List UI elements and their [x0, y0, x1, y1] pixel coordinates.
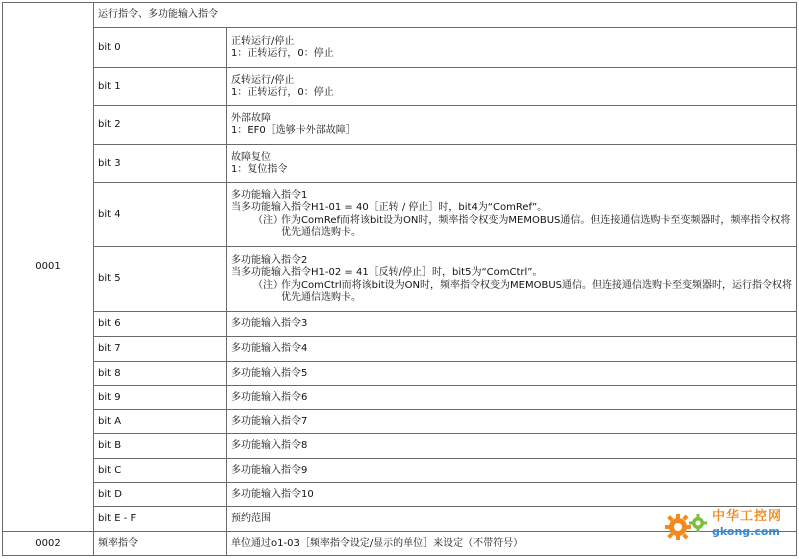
watermark-title: 中华工控网	[712, 509, 783, 524]
register-address-0002: 0002	[3, 532, 94, 556]
description-line: 预约范围	[231, 513, 271, 524]
bit-description-cell	[227, 434, 797, 459]
gear-icon	[660, 501, 712, 553]
bit-description-cell	[227, 68, 797, 106]
description-line: 多功能输入指令10	[231, 488, 314, 500]
table-row	[3, 28, 797, 68]
bit-description-cell	[227, 337, 797, 362]
register-name-0002: 频率指令	[94, 532, 227, 556]
watermark-site: gkong.com	[712, 525, 780, 538]
description-line: 故障复位	[231, 151, 271, 163]
description-line: 正转运行/停止	[231, 35, 295, 47]
description-line: 1：正转运行，0：停止	[231, 86, 334, 98]
bit-label-cell: bit 5	[94, 247, 227, 312]
bit-description-cell	[227, 459, 797, 483]
bit-label-cell: bit A	[94, 410, 227, 434]
bit-label-cell: bit 1	[94, 68, 227, 106]
table-row	[3, 183, 797, 247]
description-line: 多功能输入指令2	[231, 254, 308, 266]
description-line: 1：复位指令	[231, 163, 288, 175]
bit-label-cell: bit D	[94, 483, 227, 507]
table-row	[3, 337, 797, 362]
description-line: 1：EF0［选够卡外部故障］	[231, 125, 356, 136]
description-line: 多功能输入指令4	[231, 343, 308, 354]
bit-label-cell: bit 4	[94, 183, 227, 247]
bit-description-cell	[227, 28, 797, 68]
register-table	[2, 2, 797, 556]
bit-label-cell: bit 6	[94, 312, 227, 337]
bit-label-cell: bit 2	[94, 106, 227, 145]
bit-description-cell	[227, 312, 797, 337]
bit-description-cell	[227, 183, 797, 247]
description-line: 多功能输入指令6	[231, 391, 308, 403]
table-row	[3, 106, 797, 145]
description-line: 多功能输入指令3	[231, 318, 308, 329]
register-desc-0002: 单位通过o1-03［频率指令设定/显示的单位］来设定（不带符号）	[227, 532, 797, 556]
table-row	[3, 312, 797, 337]
description-line: 多功能输入指令8	[231, 440, 308, 451]
note-tag: （注）	[253, 215, 283, 226]
description-line: 当多功能输入指令H1-01 = 40［正转 / 停止］时，bit4为“ComRef”。	[231, 202, 548, 213]
register-header-cell: 运行指令、多功能输入指令	[94, 3, 797, 28]
note-text: 作为ComRef而将该bit设为ON时，频率指令权变为MEMOBUS通信。但连接通信选购卡至变频器时，频率指令权将优先通信选购卡。	[281, 215, 791, 238]
bit-label-cell: bit B	[94, 434, 227, 459]
table-row	[3, 459, 797, 483]
table-row	[3, 68, 797, 106]
bit-label-cell: bit C	[94, 459, 227, 483]
bit-label-cell: bit 9	[94, 386, 227, 410]
bit-label-cell: bit 8	[94, 362, 227, 386]
bit-label-cell: bit 0	[94, 28, 227, 68]
table-row	[3, 434, 797, 459]
bit-description-cell	[227, 247, 797, 312]
bit-description-cell	[227, 106, 797, 145]
note-block	[231, 215, 792, 239]
description-line: 1：正转运行，0：停止	[231, 47, 334, 59]
description-line: 多功能输入指令7	[231, 415, 308, 427]
note-block	[231, 280, 792, 304]
description-line: 反转运行/停止	[231, 74, 295, 86]
description-line: 外部故障	[231, 113, 271, 124]
note-text: 作为ComCtrl而将该bit设为ON时，频率指令权变为MEMOBUS通信。但连接通信选购卡至变频器时，运行指令权将优先通信选购卡。	[281, 279, 793, 303]
register-table-body	[3, 3, 797, 532]
bit-label-cell: bit 7	[94, 337, 227, 362]
bit-label-cell: bit E - F	[94, 507, 227, 532]
bit-description-cell	[227, 145, 797, 183]
note-tag: （注）	[253, 279, 283, 291]
description-line: 当多功能输入指令H1-02 = 41［反转/停止］时，bit5为“ComCtrl”。	[231, 266, 543, 278]
bit-description-cell	[227, 410, 797, 434]
description-line: 多功能输入指令1	[231, 190, 308, 201]
table-row	[3, 410, 797, 434]
description-line: 多功能输入指令5	[231, 367, 308, 379]
bit-label-cell: bit 3	[94, 145, 227, 183]
bit-description-cell	[227, 362, 797, 386]
register-address-cell: 0001	[3, 3, 94, 532]
table-row	[3, 386, 797, 410]
table-row	[3, 362, 797, 386]
bit-description-cell	[227, 386, 797, 410]
watermark-logo	[660, 501, 794, 553]
table-row	[3, 3, 797, 28]
table-row	[3, 145, 797, 183]
table-row	[3, 247, 797, 312]
description-line: 多功能输入指令9	[231, 464, 308, 476]
